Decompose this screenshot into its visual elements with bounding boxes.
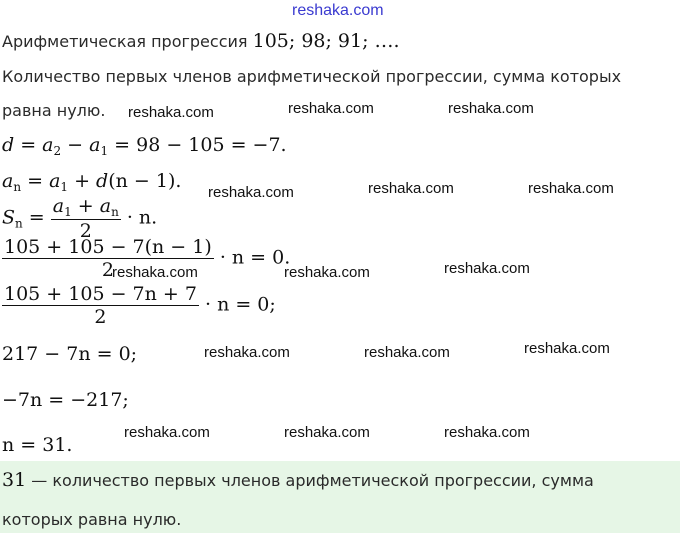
question-line1: Количество первых членов арифметической прогрессии, сумма которых [2, 67, 622, 86]
an-plus: + [68, 170, 97, 192]
watermark: reshaka.com [124, 424, 210, 441]
watermark: reshaka.com [364, 344, 450, 361]
diff-a1-sub: 1 [100, 144, 109, 158]
eq2-denominator: 2 [2, 305, 199, 328]
diff-a2-sub: 2 [53, 144, 62, 158]
answer-line2: которых равна нулю. [2, 510, 182, 529]
sum-formula: $S_n$ = $\frac{a_1 + a_n}{2}$ · n. [2, 195, 158, 242]
sum-tail: · n. [120, 206, 158, 229]
eq1-numerator: 105 + 105 − 7(n − 1) [4, 236, 212, 258]
watermark: reshaka.com [284, 424, 370, 441]
an-sub: n [13, 180, 22, 194]
sum-a1-sub: 1 [64, 205, 72, 219]
sum-denominator: 2 [51, 219, 121, 242]
watermark: reshaka.com [368, 180, 454, 197]
site-header[interactable]: reshaka.com [292, 2, 384, 19]
watermark: reshaka.com [284, 264, 370, 281]
an-a1-sub: 1 [60, 180, 69, 194]
watermark: reshaka.com [444, 260, 530, 277]
watermark: reshaka.com [444, 424, 530, 441]
eq2-tail: · n = 0; [198, 293, 276, 316]
answer-line1 [2, 469, 594, 491]
watermark: reshaka.com [112, 264, 198, 281]
equation-5: n = 31. [2, 434, 73, 456]
difference-formula: $d = a_2 - a_1 = 98 - 105 = -7$. [2, 134, 287, 158]
watermark: reshaka.com [288, 100, 374, 117]
eq1-denominator: 2 [2, 258, 214, 281]
diff-tail: = 98 − 105 = −7. [108, 134, 287, 156]
equation-4: −7n = −217; [2, 389, 129, 411]
intro-sequence: 105; 98; 91; …. [252, 30, 400, 52]
an-tail: (n − 1). [108, 170, 182, 192]
sum-fraction: $\frac{a_1 + a_n}{2}$ [52, 195, 119, 242]
watermark: reshaka.com [524, 340, 610, 357]
equation-2 [2, 283, 276, 328]
watermark: reshaka.com [448, 100, 534, 117]
question-line2: равна нулю. [2, 101, 106, 120]
answer-number: 31 [2, 469, 27, 491]
equation-3: 217 − 7n = 0; [2, 343, 138, 365]
answer-text1: — количество первых членов арифметической прогрессии, сумма [26, 471, 594, 490]
watermark: reshaka.com [528, 180, 614, 197]
eq1-tail: · n = 0. [213, 246, 291, 269]
intro-line [2, 30, 400, 52]
eq2-numerator: 105 + 105 − 7n + 7 [4, 283, 197, 305]
watermark: reshaka.com [204, 344, 290, 361]
an-eq: = [21, 170, 50, 192]
watermark: reshaka.com [128, 104, 214, 121]
watermark: reshaka.com [208, 184, 294, 201]
nth-term-formula: $a_n = a_1 + d(n - 1)$. [2, 170, 182, 194]
eq2-fraction [2, 283, 199, 328]
intro-label: Арифметическая прогрессия [2, 32, 248, 51]
sum-an-sub: n [111, 205, 119, 219]
